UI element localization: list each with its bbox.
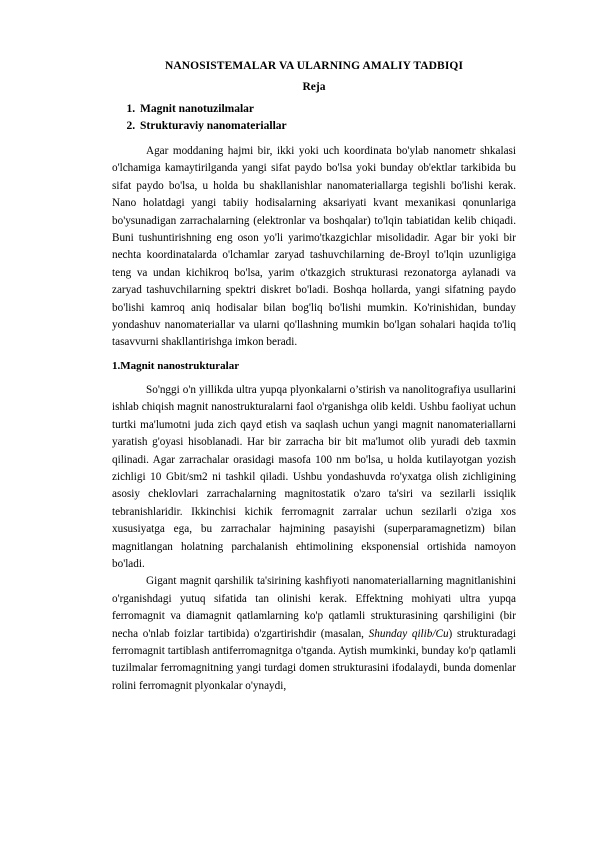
- paragraph-text: ) strukturadagi ferromagnit tartiblash antiferromagnitga o'tganda. Aytish mumkinki, bunday ko'p qatlamli tuzilmalar ferromagnitning yangi turdagi domen strukturasini ifodalaydi, bunda domenlar rolini ferromagnit plyonkalar o'ynaydi,: [112, 627, 516, 692]
- section-heading: 1.Magnit nanostrukturalar: [112, 359, 240, 372]
- document-title: NANOSISTEMALAR VA ULARNING AMALIY TADBIQI: [164, 60, 464, 72]
- plan-heading: Reja: [302, 81, 326, 93]
- plan-item: 1. Magnit nanotuzilmalar: [138, 101, 516, 118]
- italic-term: Shunday qilib/Cu: [368, 627, 449, 640]
- body-paragraph: So'nggi o'n yillikda ultra yupqa plyonkalarni o’stirish va nanolitografiya usullarini ishlab chiqish magnit nanostrukturalarni faol o'rganishga olib keldi. Ushbu faoliyat uchun turtki ma'lumotni juda zich qayd etish va saqlash uchun yangi magnit nanomateriallarni yaratish g'oyasi hisoblanadi. Har bir zarracha bir bit ma'lumot olib yuradi deb taxmin qilinadi. Agar zarrachalar orasidagi masofa 100 nm bo'lsa, u holda kutilayotgan yozish zichligi 10 Gbit/sm2 ni tashkil qiladi. Ushbu yondashuvda ro'yxatga olish zichligining asosiy cheklovlari zarrachalarning magnitostatik o'zaro ta'siri va sezilarli issiqlik tebranishlaridir. Ikkinchisi kichik ferromagnit zarralar uchun sezilarli o'ziga xos xususiyatga ega, bu zarrachalar hajmining pasayishi (superparamagnetizm) bilan magnitlangan holatning parchalanish ehtimolining eksponensial ortishida namoyon bo'ladi.: [112, 383, 516, 570]
- body-paragraph: [112, 573, 516, 695]
- paragraph-text: Gigant magnit qarshilik ta'sirining kashfiyoti nanomateriallarning magnitlanishini o'rganishdagi yutuq sifatida tan olinishi kerak. Effektning mohiyati ultra yupqa ferromagnit va diamagnit qatlamlarning ko'p qatlamli strukturasining qarshiligini (bir necha o'nlab foizlar tartibida) o'zgartirishdir (masalan,: [112, 575, 516, 640]
- plan-item: 2. Strukturaviy nanomateriallar: [138, 118, 516, 135]
- intro-paragraph: Agar moddaning hajmi bir, ikki yoki uch koordinata bo'ylab nanometr shkalasi o'lchamiga kamaytirilganda yangi sifat paydo bo'lsa yoki bunday ob'ektlar tarkibida bu sifat paydo bo'lsa, u holda bu shakllanishlar nanomateriallarga tegishli bo'lishi kerak. Nano holatdagi yangi tabiiy hodisalarning aksariyati kvant mexanikasi qonunlariga bo'ysunadigan zarrachalarning (elektronlar va boshqalar) to'lqin tabiatidan kelib chiqadi. Buni tushuntirishning eng oson yo'li yarimo'tkazgichlar misolidadir. Agar bir yoki bir nechta koordinatalarda o'lchamlar zaryad tashuvchilarning de-Broyl to'lqin uzunligiga teng va undan kichikroq bo'lsa, yarim o'tkazgich strukturasi rezonatorga aylanadi va zaryad tashuvchilarning spektri diskret bo'ladi. Boshqa hollarda, yangi sifatning paydo bo'lishi kamroq aniq hodisalar bilan bog'liq bo'lishi mumkin. Ko'rinishidan, bunday yondashuv nanomateriallar va ularni qo'llashning mumkin bo'lgan sohalari haqida to'liq tasavvurni shakllantirishga imkon beradi.: [112, 145, 516, 349]
- plan-list: [112, 101, 516, 135]
